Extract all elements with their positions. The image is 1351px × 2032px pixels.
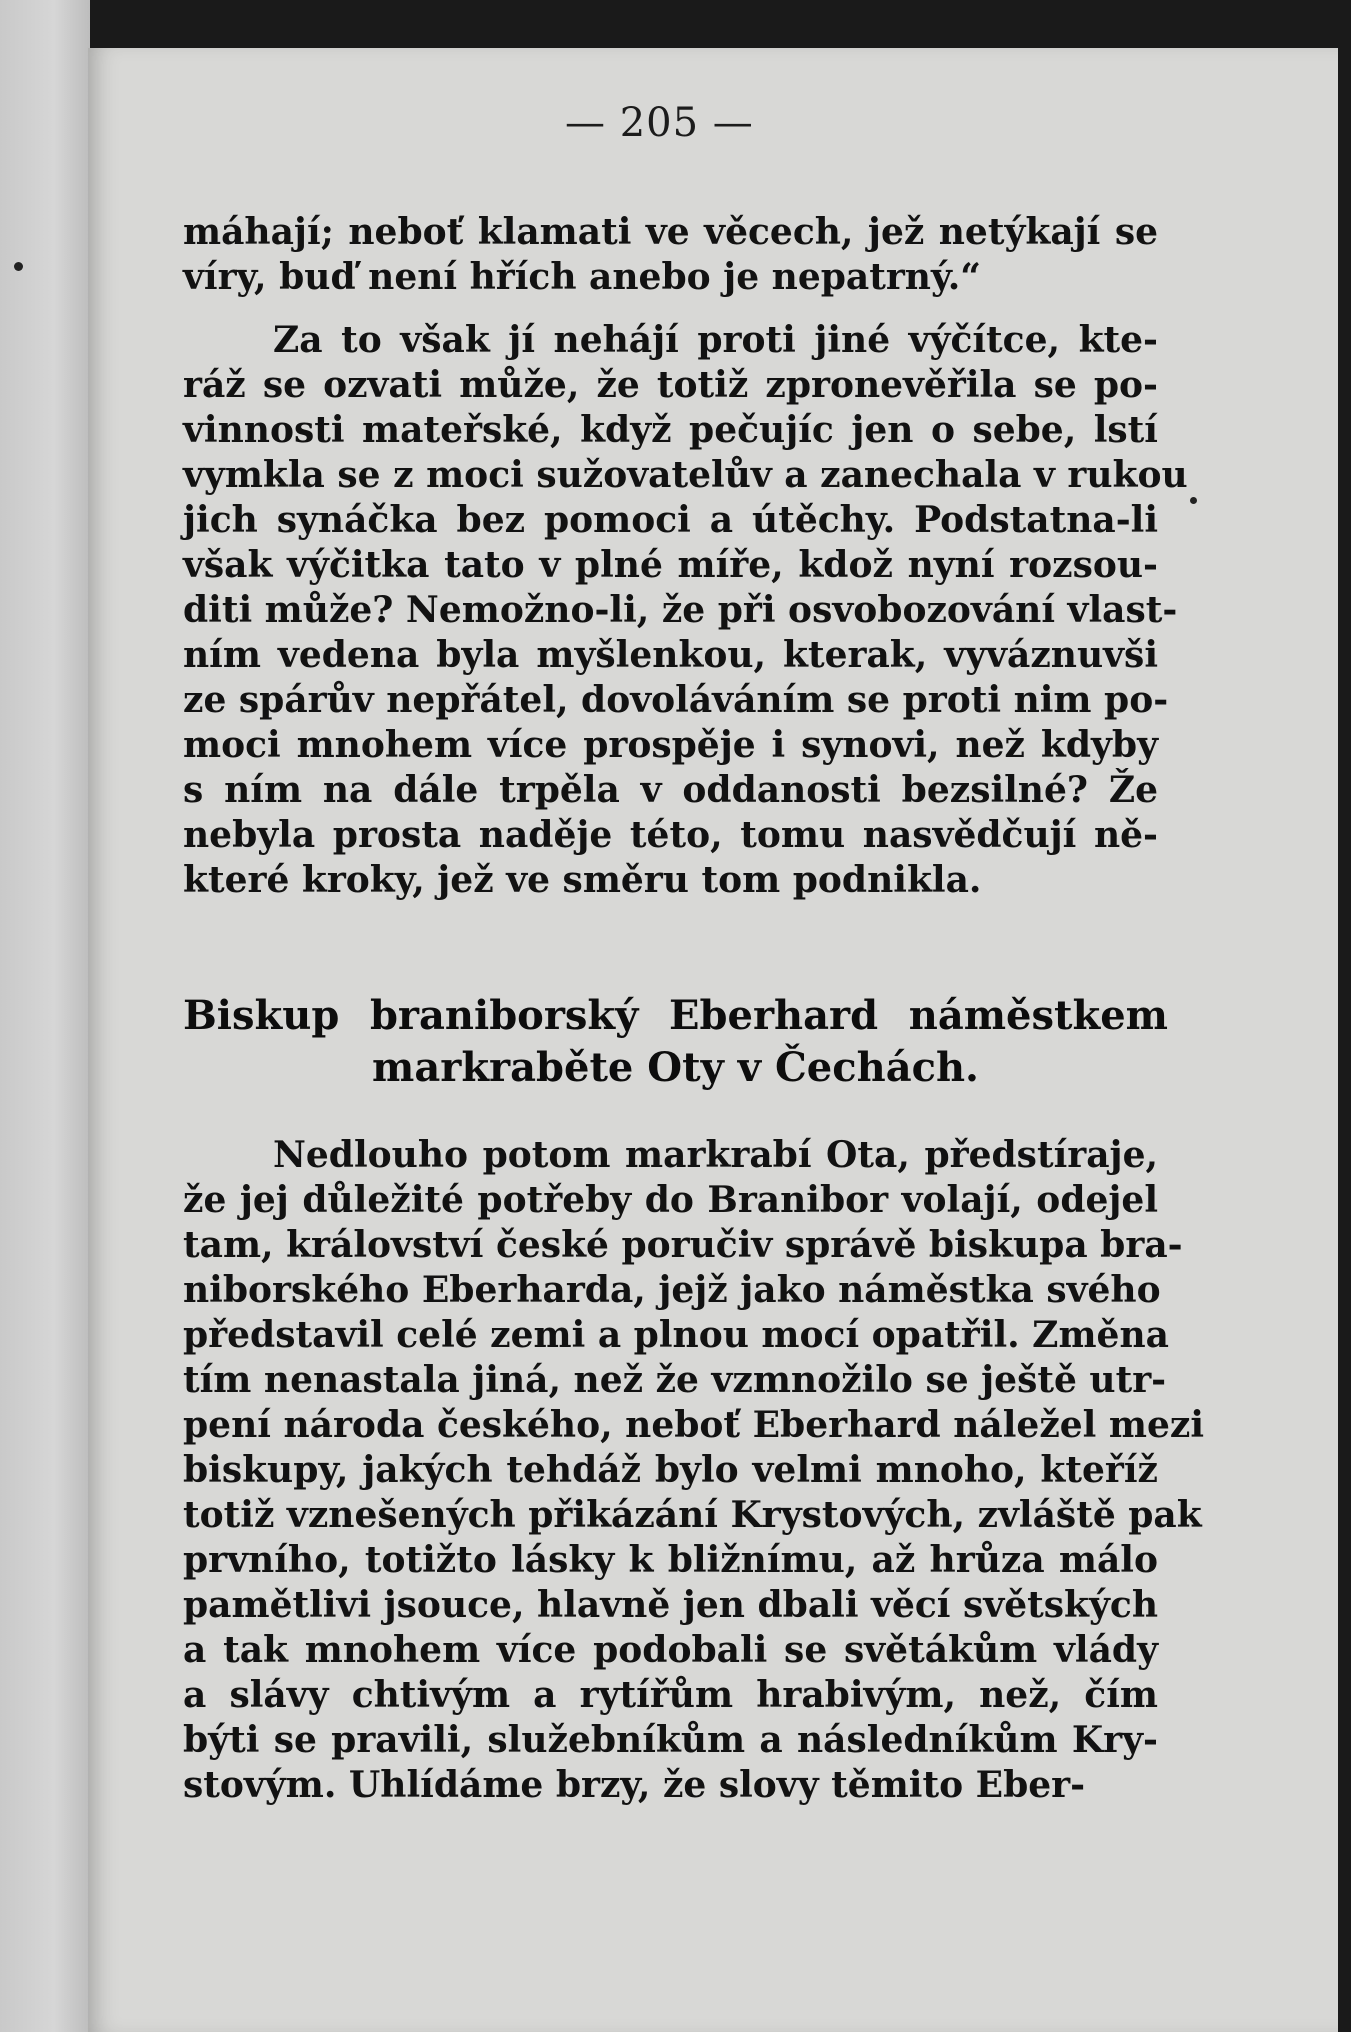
- text-line: vinnosti mateřské, když pečujíc jen o sebe, lstí: [183, 409, 1158, 451]
- scan-speck: [14, 262, 23, 271]
- text-line: víry, buď není hřích anebo je nepatrný.“: [183, 256, 982, 298]
- text-line: pení národa českého, neboť Eberhard náležel mezi: [183, 1404, 1204, 1446]
- text-line: tím nenastala jiná, než že vzmnožilo se ještě utr-: [183, 1359, 1167, 1401]
- text-line: diti může? Nemožno-li, že při osvobozování vlast-: [183, 589, 1178, 631]
- scan-speck: [1190, 497, 1197, 504]
- text-line: s ním na dále trpěla v oddanosti bezsilné? Že: [183, 769, 1158, 811]
- text-line: totiž vznešených přikázání Krystových, zvláště pak: [183, 1494, 1202, 1536]
- text-line: ze spárův nepřátel, dovoláváním se proti nim po-: [183, 679, 1169, 721]
- section-heading: [183, 990, 1168, 1094]
- text-line: které kroky, jež ve směru tom podnikla.: [183, 859, 982, 901]
- text-line: a tak mnohem více podobali se světákům vlády: [183, 1629, 1158, 1671]
- scan-page-edge: [0, 0, 90, 2032]
- text-line: představil celé zemi a plnou mocí opatřil. Změna: [183, 1314, 1169, 1356]
- text-line: Za to však jí nehájí proti jiné výčítce, kte-: [273, 319, 1158, 361]
- text-line: jich synáčka bez pomoci a útěchy. Podstatna-li: [183, 499, 1158, 541]
- heading-line: Biskup braniborský Eberhard náměstkem: [183, 992, 1168, 1039]
- text-line: ním vedena byla myšlenkou, kterak, vyváznuvši: [183, 634, 1158, 676]
- text-line: biskupy, jakých tehdáž bylo velmi mnoho, kteříž: [183, 1449, 1158, 1491]
- heading-line: markraběte Oty v Čechách.: [372, 1044, 979, 1091]
- text-line: prvního, totižto lásky k bližnímu, až hrůza málo: [183, 1539, 1158, 1581]
- text-line: Nedlouho potom markrabí Ota, předstíraje,: [273, 1134, 1158, 1176]
- paragraph-main: [183, 318, 1188, 903]
- text-line: moci mnohem více prospěje i synovi, než kdyby: [183, 724, 1158, 766]
- text-line: ráž se ozvati může, že totiž zpronevěřila se po-: [183, 364, 1158, 406]
- text-line: však výčitka tato v plné míře, kdož nyní rozsou-: [183, 544, 1158, 586]
- text-line: stovým. Uhlídáme brzy, že slovy těmito Eber-: [183, 1764, 1086, 1806]
- text-line: vymkla se z moci sužovatelův a zanechala v rukou: [183, 454, 1188, 496]
- text-line: nebyla prosta naděje této, tomu nasvědčují ně-: [183, 814, 1158, 856]
- text-line: a slávy chtivým a rytířům hrabivým, než, čím: [183, 1674, 1158, 1716]
- paragraph-second: [183, 1133, 1204, 1808]
- text-line: niborského Eberharda, jejž jako náměstka svého: [183, 1269, 1161, 1311]
- text-line: že jej důležité potřeby do Branibor volají, odejel: [183, 1179, 1158, 1221]
- text-line: máhají; neboť klamati ve věcech, jež netýkají se: [183, 211, 1158, 253]
- text-line: býti se pravili, služebníkům a následníkům Kry-: [183, 1719, 1158, 1761]
- text-line: pamětlivi jsouce, hlavně jen dbali věcí světských: [183, 1584, 1158, 1626]
- paragraph-continued: [183, 210, 1158, 300]
- page-number: — 205 —: [565, 100, 754, 146]
- text-line: tam, království české poručiv správě biskupa bra-: [183, 1224, 1183, 1266]
